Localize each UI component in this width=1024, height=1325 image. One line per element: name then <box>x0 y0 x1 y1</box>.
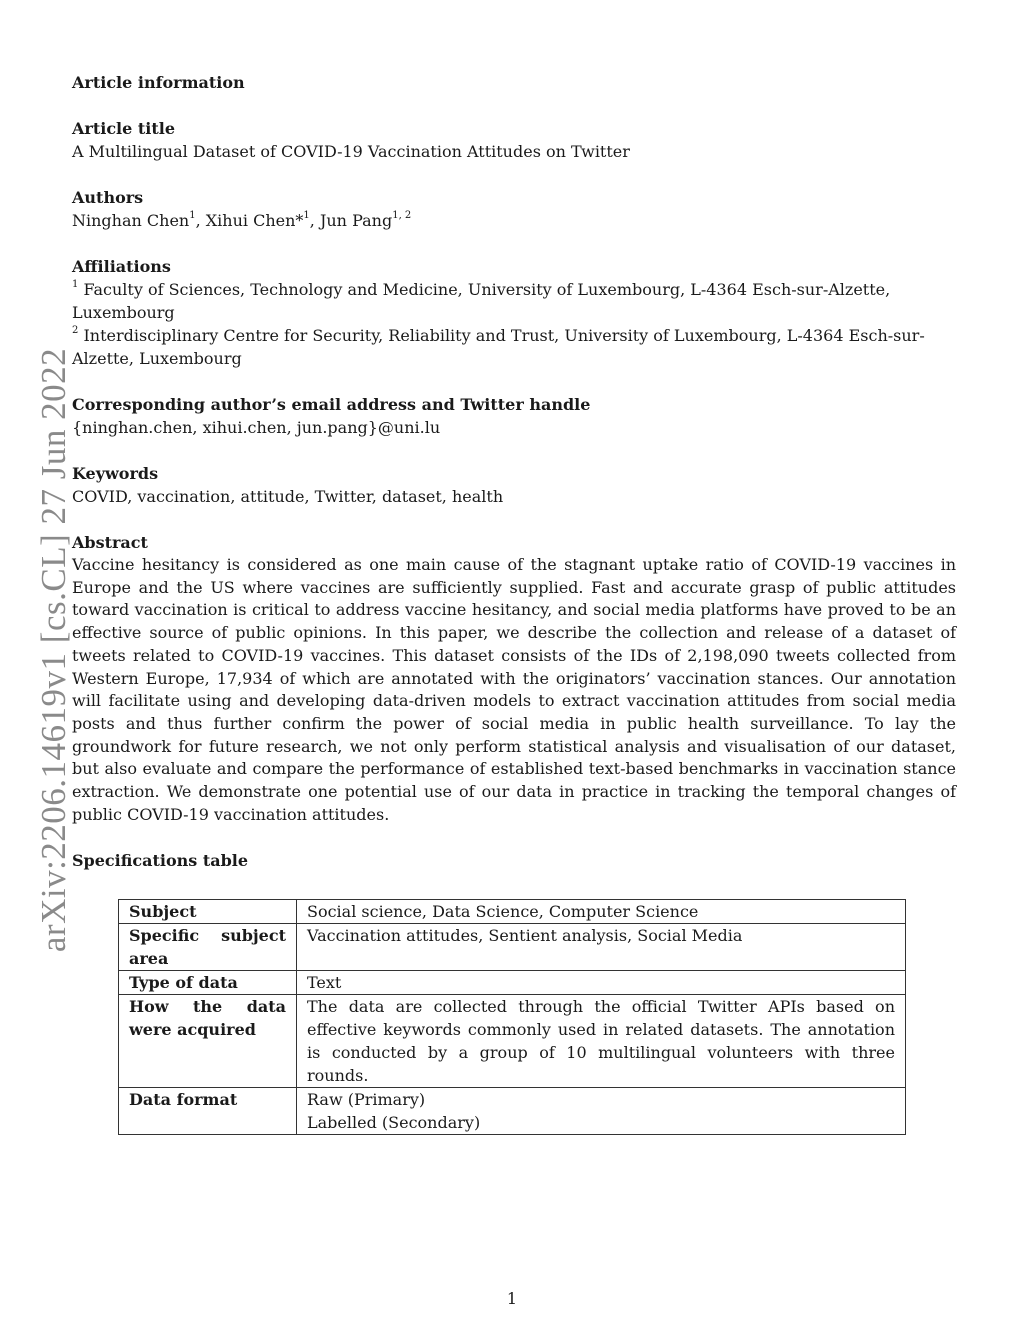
spec-value-line: Vaccination attitudes, Sentient analysis, Social Media <box>307 926 743 945</box>
spec-key: Type of data <box>119 971 297 995</box>
authors-section <box>72 186 956 232</box>
spec-value-line: Labelled (Secondary) <box>307 1113 481 1132</box>
spec-value-line: The data are collected through the official Twitter APIs based on effective keywords commonly used in related datasets. The annotation is conducted by a group of 10 multilingual volunteers with three rounds. <box>307 997 895 1085</box>
table-row <box>119 971 906 995</box>
authors-heading: Authors <box>72 188 144 207</box>
author-affiliation-marker: 1 <box>189 209 196 221</box>
author-affiliation-marker: 1 <box>303 209 310 221</box>
page-number: 1 <box>506 1289 518 1308</box>
article-title-text: A Multilingual Dataset of COVID-19 Vaccination Attitudes on Twitter <box>72 142 630 161</box>
affiliation-item <box>72 324 956 370</box>
author-separator: , <box>309 211 320 230</box>
author-affiliation-marker: 1, 2 <box>392 209 412 221</box>
article-information-heading: Article information <box>72 73 245 92</box>
affiliations-heading: Affiliations <box>72 257 171 276</box>
article-title-heading: Article title <box>72 119 175 138</box>
affiliation-text: Faculty of Sciences, Technology and Medicine, University of Luxembourg, L-4364 Esch-sur-Alzette, Luxembourg <box>72 280 891 322</box>
corresponding-author-heading: Corresponding author’s email address and Twitter handle <box>72 395 591 414</box>
specifications-table <box>118 899 906 1135</box>
spec-value <box>297 1088 906 1135</box>
spec-value <box>297 900 906 924</box>
spec-key: Data format <box>119 1088 297 1135</box>
affiliation-item <box>72 278 956 324</box>
author-name: Ninghan Chen <box>72 211 190 230</box>
abstract-heading: Abstract <box>72 533 148 552</box>
table-row <box>119 995 906 1088</box>
spec-value-line: Raw (Primary) <box>307 1090 426 1109</box>
keywords-text: COVID, vaccination, attitude, Twitter, dataset, health <box>72 487 504 506</box>
keywords-section <box>72 462 956 508</box>
authors-list <box>72 209 956 232</box>
arxiv-identifier-stamp[interactable]: arXiv:2206.14619v1 [cs.CL] 27 Jun 2022 <box>34 347 73 953</box>
affiliation-marker: 2 <box>72 324 79 336</box>
author-name: Xihui Chen* <box>205 211 304 230</box>
specifications-table-heading: Specifications table <box>72 851 249 871</box>
spec-key: Specific subject area <box>119 924 297 971</box>
spec-key: Subject <box>119 900 297 924</box>
article-title-section <box>72 117 956 163</box>
spec-value <box>297 924 906 971</box>
spec-value-line: Text <box>307 973 342 992</box>
front-matter <box>72 71 956 872</box>
corresponding-author-emails[interactable]: {ninghan.chen, xihui.chen, jun.pang}@uni.lu <box>72 418 441 437</box>
spec-value <box>297 971 906 995</box>
abstract-text: Vaccine hesitancy is considered as one main cause of the stagnant uptake ratio of COVID-19 vaccines in Europe and the US where vaccines are sufficiently supplied. Fast and accurate grasp of public attitudes toward vaccination is critical to address vaccine hesitancy, and social media platforms have proved to be an effective source of public opinions. In this paper, we describe the collection and release of a dataset of tweets related to COVID-19 vaccines. This dataset consists of the IDs of 2,198,090 tweets collected from Western Europe, 17,934 of which are annotated with the originators’ vaccination stances. Our annotation will facilitate using and developing data-driven models to extract vaccination attitudes from social media posts and thus further confirm the power of social media in public health surveillance. To lay the groundwork for future research, we not only perform statistical analysis and visualisation of our dataset, but also evaluate and compare the performance of established text-based benchmarks in vaccination stance extraction. We demonstrate one potential use of our data in practice in tracking the temporal changes of public COVID-19 vaccination attitudes. <box>72 555 956 824</box>
table-row <box>119 1088 906 1135</box>
affiliations-section <box>72 255 956 370</box>
table-row <box>119 924 906 971</box>
author-separator: , <box>195 211 206 230</box>
spec-value-line: Social science, Data Science, Computer Science <box>307 902 699 921</box>
author-name: Jun Pang <box>319 211 393 230</box>
corresponding-author-section <box>72 393 956 439</box>
affiliation-marker: 1 <box>72 278 79 290</box>
table-row <box>119 900 906 924</box>
abstract-section <box>72 531 956 826</box>
affiliation-text: Interdisciplinary Centre for Security, Reliability and Trust, University of Luxembourg, L-4364 Esch-sur-Alzette, Luxembourg <box>72 326 925 368</box>
spec-value <box>297 995 906 1088</box>
spec-key: How the data were acquired <box>119 995 297 1088</box>
keywords-heading: Keywords <box>72 464 159 483</box>
